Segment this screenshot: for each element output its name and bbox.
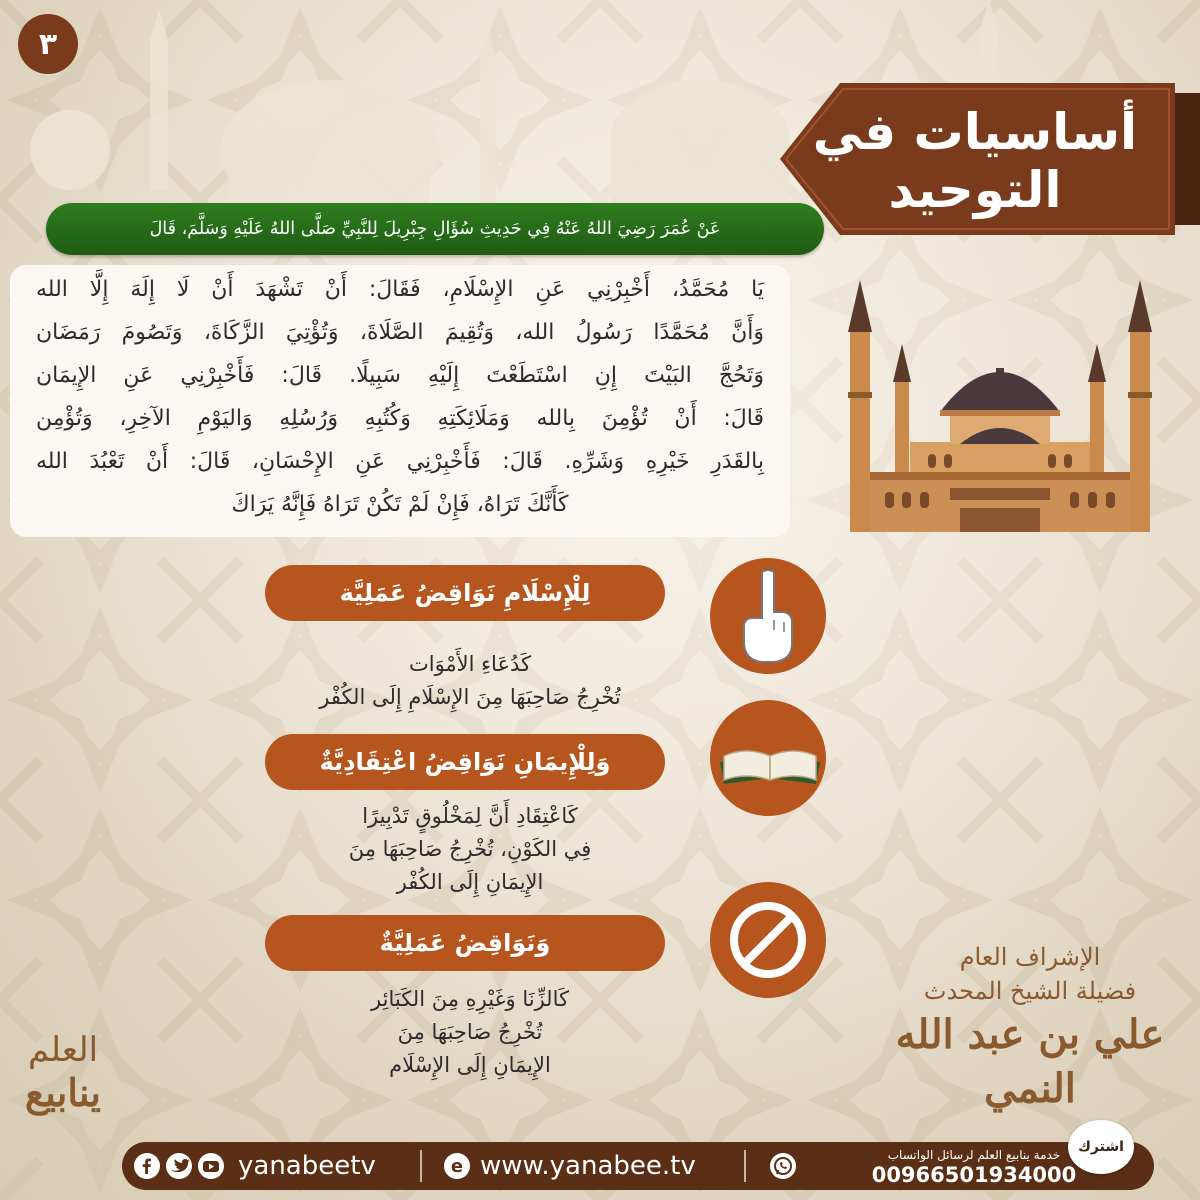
- pointing-hand-icon: [710, 558, 826, 674]
- section-3-body: [270, 983, 670, 1082]
- subscribe-button[interactable]: اشترك: [1068, 1120, 1134, 1174]
- hadith-intro-banner: عَنْ عُمَرَ رَضِيَ اللهُ عَنْهُ فِي حَدِيثِ سُؤَالِ جِبْرِيلَ لِلنَّبِيِّ صَلَّى اللهُ عَلَيْهِ وَسَلَّمَ، قَالَ: [46, 203, 824, 255]
- section-1-line: كَدُعَاءِ الأَمْوَات: [408, 652, 531, 676]
- whatsapp-service[interactable]: [864, 1142, 1084, 1190]
- supervisor-name: علي بن عبد الله النمي: [895, 1011, 1165, 1112]
- section-2-body: [270, 800, 670, 899]
- title-line-1: أساسيات في: [812, 103, 1138, 161]
- section-2-line: فِي الكَوْنِ، تُخْرِجُ صَاحِبَهَا مِنَ: [348, 837, 592, 861]
- footer-divider: [744, 1150, 746, 1182]
- section-3-heading: وَنَوَاقِضُ عَمَلِيَّةٌ: [265, 915, 665, 971]
- footer-bar: [122, 1142, 1154, 1190]
- hadith-line: وَتَحُجَّ البَيْتَ إِنِ اسْتَطَعْتَ إِلَيْهِ سَبِيلًا. قَالَ: فَأَخْبِرْنِي عَنِ الإِيمَان: [36, 363, 764, 388]
- hadith-line: قَالَ: أَنْ تُؤْمِنَ بِالله وَمَلَائِكَتِهِ وَكُتُبِهِ وَرُسُلِهِ وَاليَوْمِ الآخِرِ، وَتُؤْمِن: [36, 406, 764, 431]
- hadith-line: يَا مُحَمَّدُ، أَخْبِرْنِي عَنِ الإِسْلَامِ، فَقَالَ: أَنْ تَشْهَدَ أَنْ لَا إِلَهَ إِلَّا الله: [36, 277, 764, 302]
- youtube-icon[interactable]: [198, 1153, 224, 1179]
- section-1-heading: لِلْإِسْلَامِ نَوَاقِضُ عَمَلِيَّة: [265, 565, 665, 621]
- open-book-icon: [710, 700, 826, 816]
- whatsapp-icon[interactable]: [770, 1153, 796, 1179]
- section-1-line: تُخْرِجُ صَاحِبَهَا مِنَ الإِسْلَامِ إِلَى الكُفْر: [319, 685, 621, 709]
- supervision-credit: [885, 940, 1175, 1112]
- section-3-line: الإِيمَانِ إِلَى الإِسْلَام: [389, 1053, 551, 1077]
- logo-line-1: العلم: [27, 1030, 99, 1070]
- svg-text:e: e: [450, 1156, 464, 1177]
- social-links: [134, 1142, 376, 1190]
- website-link[interactable]: [444, 1142, 696, 1190]
- yanabee-logo: [8, 1030, 118, 1170]
- social-handle[interactable]: yanabeetv: [238, 1151, 376, 1181]
- supervision-title: الإشراف العام: [959, 943, 1101, 971]
- web-e-icon: [444, 1153, 470, 1179]
- section-3-line: كَالزِّنَا وَغَيْرِهِ مِنَ الكَبَائِر: [371, 987, 569, 1011]
- footer-divider: [420, 1150, 422, 1182]
- logo-line-2: ينابيع: [25, 1070, 101, 1115]
- hadith-line: كَأَنَّكَ تَرَاهُ، فَإِنْ لَمْ تَكُنْ تَرَاهُ فَإِنَّهُ يَرَاكَ: [231, 492, 569, 517]
- section-1-body: [270, 648, 670, 714]
- title-line-2: التوحيد: [888, 161, 1062, 219]
- title-banner: [780, 83, 1200, 235]
- supervision-subtitle: فضيلة الشيخ المحدث: [923, 977, 1137, 1005]
- facebook-icon[interactable]: [134, 1153, 160, 1179]
- hadith-line: وَأَنَّ مُحَمَّدًا رَسُولُ الله، وَتُقِيمَ الصَّلَاةَ، وَتُؤْتِيَ الزَّكَاةَ، وَتَصُومَ رَمَضَان: [36, 320, 764, 345]
- twitter-icon[interactable]: [166, 1153, 192, 1179]
- whatsapp-caption: خدمة ينابيع العلم لرسائل الواتساب: [887, 1148, 1061, 1162]
- whatsapp-number: 00966501934000: [871, 1163, 1077, 1187]
- section-2-heading: وَلِلْإِيمَانِ نَوَاقِضُ اعْتِقَادِيَّةٌ: [265, 734, 665, 790]
- section-2-line: كَاعْتِقَادِ أَنَّ لِمَخْلُوقٍ تَدْبِيرًا: [362, 804, 578, 828]
- whatsapp-icon-wrap: [770, 1142, 796, 1190]
- hadith-text-card: [10, 265, 790, 537]
- hadith-line: بِالقَدَرِ خَيْرِهِ وَشَرِّهِ. قَالَ: فَأَخْبِرْنِي عَنِ الإِحْسَانِ، قَالَ: أَنْ تَعْبُدَ الله: [36, 449, 764, 474]
- website-url: www.yanabee.tv: [480, 1151, 696, 1181]
- prohibited-icon: [710, 882, 826, 998]
- section-2-line: الإِيمَانِ إِلَى الكُفْر: [396, 870, 544, 894]
- section-3-line: تُخْرِجُ صَاحِبَهَا مِنَ: [397, 1020, 543, 1044]
- mosque-illustration: [840, 272, 1190, 532]
- page-number-badge: ٣: [18, 14, 78, 74]
